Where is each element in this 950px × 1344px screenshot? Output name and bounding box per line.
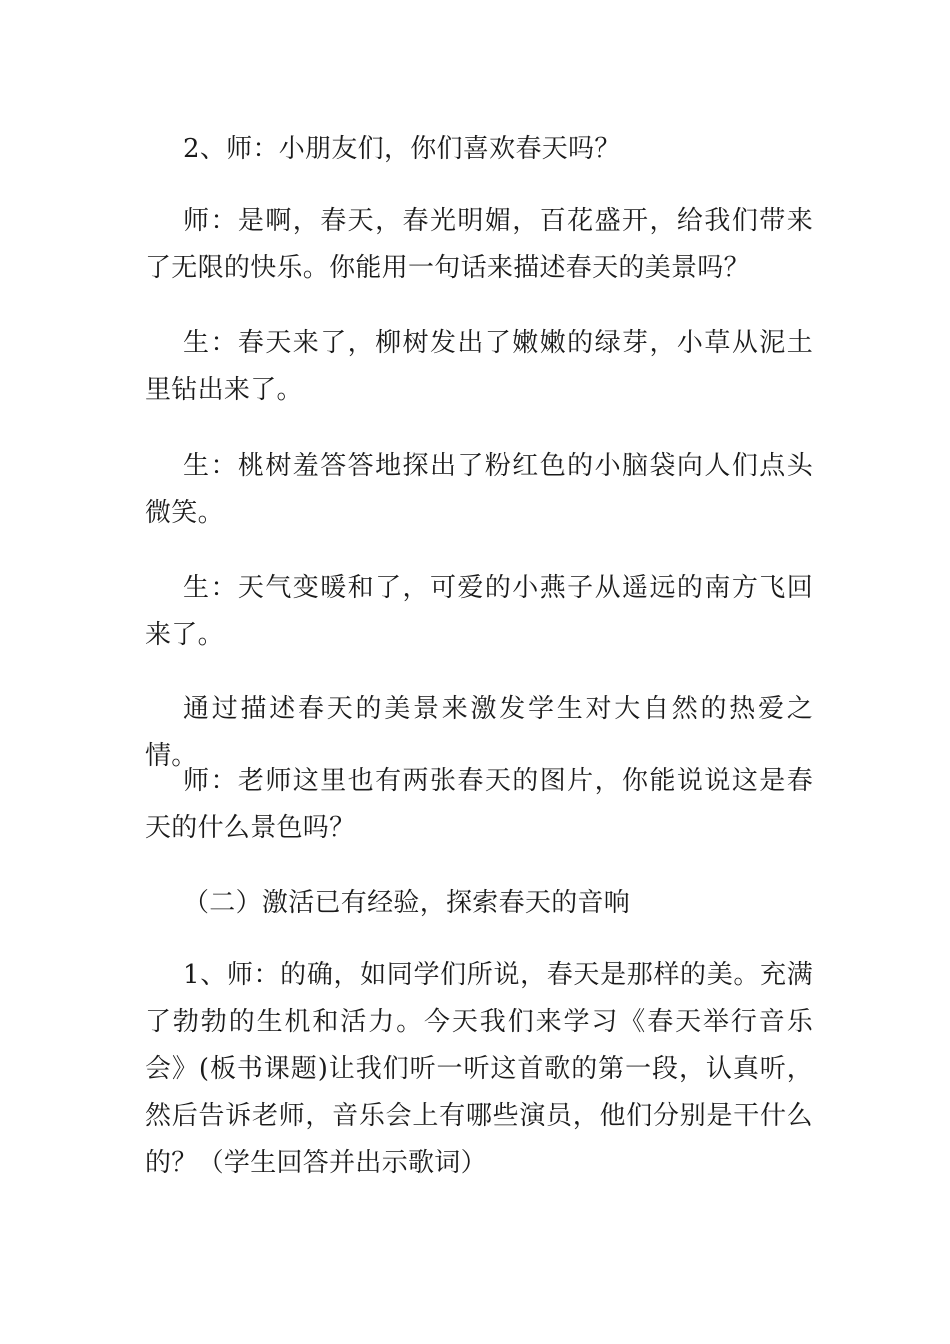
paragraph-student-peach: 生：桃树羞答答地探出了粉红色的小脑袋向人们点头微笑。 (145, 451, 813, 528)
section-heading: （二）激活已有经验，探索春天的音响 (183, 888, 631, 918)
paragraph-student-willow: 生：春天来了，柳树发出了嫩嫩的绿芽，小草从泥土里钻出来了。 (145, 328, 813, 405)
paragraph-teacher-lesson: 1、师：的确，如同学们所说，春天是那样的美。充满了勃勃的生机和活力。今天我们来学习《春天举行音乐会》(板书课题)让我们听一听这首歌的第一段，认真听，然后告诉老师，音乐会上有哪些演员，他们分别是干什么的？（学生回答并出示歌词） (145, 960, 813, 1178)
paragraph-teacher-question: 2、师：小朋友们，你们喜欢春天吗？ (183, 134, 621, 164)
paragraph-student-swallow: 生：天气变暖和了，可爱的小燕子从遥远的南方飞回来了。 (145, 573, 813, 650)
paragraph-teacher-spring: 师：是啊，春天，春光明媚，百花盛开，给我们带来了无限的快乐。你能用一句话来描述春天的美景吗？ (145, 206, 813, 283)
paragraph-goal-note: 通过描述春天的美景来激发学生对大自然的热爱之情。 (145, 694, 813, 771)
paragraph-teacher-pictures: 师：老师这里也有两张春天的图片，你能说说这是春天的什么景色吗？ (145, 766, 813, 843)
